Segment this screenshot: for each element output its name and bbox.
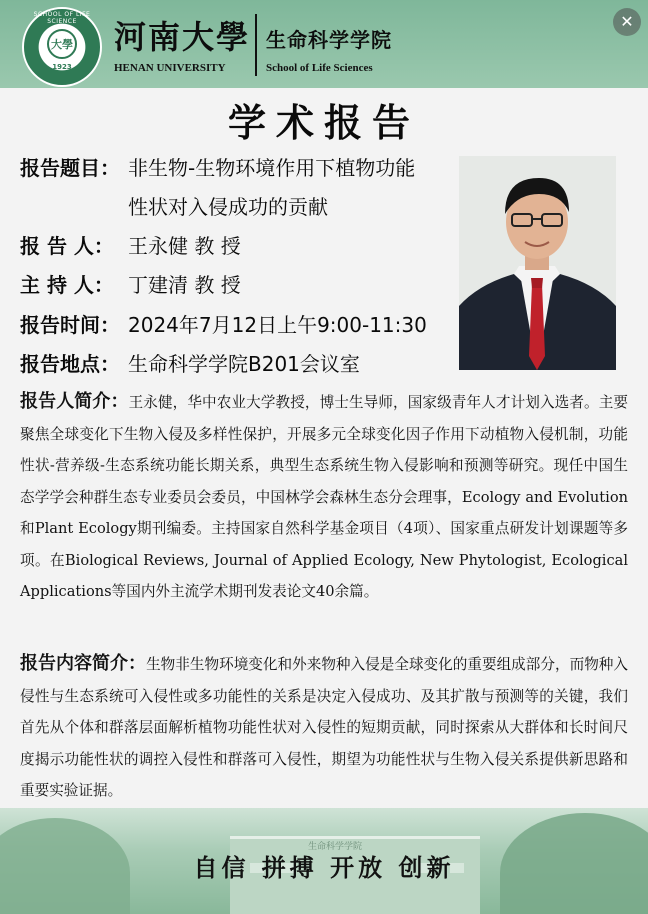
- place-value: 生命科学学院B201会议室: [128, 352, 360, 376]
- seal-center: 大學: [47, 29, 77, 59]
- school-name-en: School of Life Sciences: [266, 62, 373, 74]
- time-label: 报告时间：: [20, 313, 120, 337]
- time-value: 2024年7月12日上午9:00-11:30: [128, 313, 427, 337]
- abstract-text: 生物非生物环境变化和外来物种入侵是全球变化的重要组成部分，而物种入侵性与生态系统可入侵性或多功能性的关系是决定入侵成功、及其扩散与预测等的关键，我们首先从个体和群落层面解析植物功能性状对入侵性的短期贡献，同时探索从大群体和长时间尺度揭示功能性状的调控入侵性和群落可入侵性，期望为功能性状与生物入侵关系提供新思路和重要实验证据。: [20, 656, 628, 799]
- speaker-value: 王永健 教 授: [128, 234, 241, 258]
- topic-label: 报告题目：: [20, 156, 120, 180]
- building-sign: 生命科学学院: [307, 842, 362, 852]
- host-value: 丁建清 教 授: [128, 273, 241, 297]
- bio-text: 王永健，华中农业大学教授，博士生导师，国家级青年人才计划入选者。主要聚焦全球变化下生物入侵及多样性保护，开展多元全球变化因子作用下动植物入侵机制，功能性状-营养级-生态系统功能长期关系，典型生态系统生物入侵影响和预测等研究。现任中国生态学学会种群生态专业委员会委员，中国林学会森林生态分会理事，Ecology and Evolution和Plant Ecology期刊编委。主持国家自然科学基金项目（4项）、国家重点研发计划课题等多项。在Biological Reviews, Journal of Applied Ecology, New Phytologist, Ecological Applications等国内外主流学术期刊发表论文40余篇。: [20, 394, 628, 600]
- header-band: [0, 0, 648, 88]
- host-label: 主 持 人：: [20, 273, 114, 297]
- speaker-photo: [459, 156, 616, 370]
- university-seal: [22, 7, 102, 87]
- place-label: 报告地点：: [20, 352, 120, 376]
- speaker-label: 报 告 人：: [20, 234, 114, 258]
- page-title: 学术报告: [227, 101, 420, 145]
- motto: 自信 拼搏 开放 创新: [193, 853, 455, 882]
- header-divider: [255, 14, 257, 76]
- university-name-cn: 河南大學: [114, 18, 251, 56]
- seal-ring-text: SCHOOL OF LIFE SCIENCE: [33, 11, 91, 25]
- bio-heading: 报告人简介：: [20, 391, 129, 412]
- abstract-heading: 报告内容简介：: [20, 653, 147, 674]
- university-name-en: HENAN UNIVERSITY: [114, 62, 226, 74]
- speaker-portrait-graphic: [459, 156, 616, 370]
- close-icon: ✕: [620, 12, 634, 31]
- school-name-cn: 生命科学学院: [266, 28, 392, 52]
- abstract-paragraph: [20, 648, 628, 807]
- topic-line-1: 非生物-生物环境作用下植物功能: [128, 156, 416, 180]
- seal-year: 1923: [52, 63, 72, 71]
- topic-line-2: 性状对入侵成功的贡献: [128, 195, 328, 219]
- close-button[interactable]: [613, 8, 641, 36]
- bio-paragraph: [20, 386, 628, 608]
